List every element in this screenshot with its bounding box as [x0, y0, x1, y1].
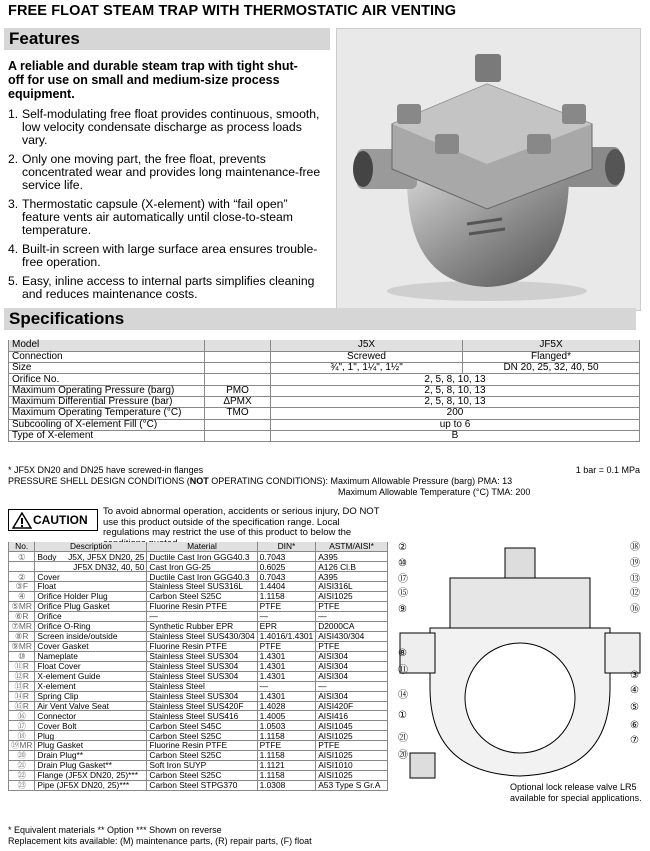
table-row: JF5X DN32, 40, 50 Cast Iron GG-25 0.6025 A126 Cl.B: [9, 562, 388, 572]
callout-label: ②: [398, 542, 407, 553]
feature-item: 2. Only one moving part, the free float, prevents concentrated wear and provides long maintenance-free service life.: [8, 152, 321, 192]
callout-label: ⑬: [630, 574, 640, 585]
cross-section-diagram: [390, 538, 645, 788]
specifications-heading: Specifications: [4, 308, 636, 330]
table-row: ⑰ Cover Bolt Carbon Steel S45C 1.0503 AISI1045: [9, 721, 388, 731]
feature-item: 3. Thermostatic capsule (X-element) with “fail open” feature vents air automatically until close-to-steam temperature.: [8, 197, 293, 237]
table-row: ⑩ Nameplate Stainless Steel SUS304 1.4301 AISI304: [9, 651, 388, 661]
callout-label: ⑪: [398, 665, 408, 676]
table-row: ⑭R Spring Clip Stainless Steel SUS304 1.4301 AISI304: [9, 691, 388, 701]
table-row: ⑲MR Plug Gasket Fluorine Resin PTFE PTFE PTFE: [9, 741, 388, 751]
table-row: Maximum Operating Pressure (barg) PMO 2, 5, 8, 10, 13: [9, 385, 640, 396]
table-row: ㉓ Pipe (JF5X DN20, 25)*** Carbon Steel STPG370 1.0308 A53 Type S Gr.A: [9, 781, 388, 791]
table-row: Maximum Differential Pressure (bar) ΔPMX 2, 5, 8, 10, 13: [9, 396, 640, 407]
table-row: ⑪R Float Cover Stainless Steel SUS304 1.4301 AISI304: [9, 661, 388, 671]
callout-label: ④: [630, 685, 639, 696]
table-row: Size ¾", 1", 1¼", 1½" DN 20, 25, 32, 40, 50: [9, 363, 640, 374]
parts-table: [8, 542, 388, 791]
feature-item: 1. Self-modulating free float provides continuous, smooth, low velocity condensate discharge as process loads vary.: [8, 107, 320, 147]
product-photo: [336, 28, 641, 311]
table-row: No. Description Material DIN* ASTM/AISI*: [9, 542, 388, 552]
callout-label: ㉑: [398, 733, 408, 744]
table-row: ㉒ Flange (JF5X DN20, 25)*** Carbon Steel S25C 1.1158 AISI1025: [9, 771, 388, 781]
callout-label: ⑯: [630, 604, 640, 615]
table-row: ⑮R Air Vent Valve Seat Stainless Steel SUS420F 1.4028 AISI420F: [9, 701, 388, 711]
callout-label: ⑩: [398, 558, 407, 569]
table-row: ㉑ Drain Plug Gasket** Soft Iron SUYP 1.1121 AISI1010: [9, 761, 388, 771]
feature-item: 4. Built-in screen with large surface area ensures trouble-free operation.: [8, 242, 318, 269]
feature-item: 5. Easy, inline access to internal parts simplifies cleaning and reduces maintenance costs.: [8, 274, 315, 301]
features-list: [8, 108, 328, 307]
callout-label: ⑫: [630, 588, 640, 599]
table-row: ⑨MR Cover Gasket Fluorine Resin PTFE PTFE PTFE: [9, 641, 388, 651]
caution-text: To avoid abnormal operation, accidents or serious injury, DO NOT use this product outside of the specification range. Local regulations may restrict the use of this product to below the: [103, 506, 380, 538]
footnotes: * Equivalent materials ** Option *** Shown on reverse Replacement kits available: (M) maintenance parts, (R) repair parts, (F) float: [8, 825, 312, 846]
callout-label: ⑨: [398, 604, 407, 615]
table-row: Type of X-element B: [9, 430, 640, 441]
intro-text: A reliable and durable steam trap with tight shut-off for use on small and medium-size process equipment.: [8, 59, 298, 101]
lr5-note: Optional lock release valve LR5 available for special applications.: [510, 782, 642, 803]
table-row: ⑯ Connector Stainless Steel SUS416 1.4005 AISI416: [9, 711, 388, 721]
table-row: ③F Float Stainless Steel SUS316L 1.4404 AISI316L: [9, 582, 388, 592]
table-row: ⑧R Screen inside/outside Stainless Steel SUS430/304 1.4016/1.4301 AISI430/304: [9, 631, 388, 641]
table-row: ⑫R X-element Guide Stainless Steel SUS304 1.4301 AISI304: [9, 671, 388, 681]
table-row: Orifice No. 2, 5, 8, 10, 13: [9, 374, 640, 385]
caution-badge: CAUTION: [8, 509, 98, 531]
page-title: FREE FLOAT STEAM TRAP WITH THERMOSTATIC AIR VENTING: [8, 3, 457, 19]
callout-label: ⑳: [398, 750, 408, 761]
callout-label: ⑥: [630, 720, 639, 731]
table-row: ⑳ Drain Plug** Carbon Steel S25C 1.1158 AISI1025: [9, 751, 388, 761]
table-row: ② Cover Ductile Cast Iron GGG40.3 0.7043 A395: [9, 572, 388, 582]
table-row: ⑥R Orifice — — —: [9, 612, 388, 622]
table-row: ④ Orifice Holder Plug Carbon Steel S25C 1.1158 AISI1025: [9, 592, 388, 602]
callout-label: ⑱: [630, 542, 640, 553]
table-row: ⑤MR Orifice Plug Gasket Fluorine Resin PTFE PTFE PTFE: [9, 602, 388, 612]
callout-label: ⑰: [398, 574, 408, 585]
specifications-table: [8, 340, 640, 442]
table-row: ⑱ Plug Carbon Steel S25C 1.1158 AISI1025: [9, 731, 388, 741]
table-row: Maximum Operating Temperature (°C) TMO 200: [9, 408, 640, 419]
table-row: ① Body J5X, JF5X DN20, 25 Ductile Cast Iron GGG40.3 0.7043 A395: [9, 552, 388, 562]
callout-label: ⑤: [630, 702, 639, 713]
table-row: Connection Screwed Flanged*: [9, 351, 640, 362]
callout-label: ①: [398, 710, 407, 721]
callout-label: ⑧: [398, 648, 407, 659]
features-heading: Features: [4, 28, 330, 50]
callout-label: ③: [630, 670, 639, 681]
table-row: ⑦MR Orifice O-Ring Synthetic Rubber EPR EPR D2000CA: [9, 622, 388, 632]
table-row: ⑬R X-element Stainless Steel — —: [9, 681, 388, 691]
callout-label: ⑭: [398, 690, 408, 701]
warning-icon: [12, 512, 32, 529]
table-row: Model J5X JF5X: [9, 340, 640, 351]
callout-label: ⑲: [630, 558, 640, 569]
callout-label: ⑮: [398, 588, 408, 599]
table-row: Subcooling of X-element Fill (°C) up to 6: [9, 419, 640, 430]
callout-label: ⑦: [630, 735, 639, 746]
spec-notes: * JF5X DN20 and DN25 have screwed-in flanges 1 bar = 0.1 MPa PRESSURE SHELL DESIGN CONDITIONS (NOT OPERATING CONDITIONS): Maximum Allowable Pressure (barg) PMA: 13 Maximum Allowable Temperature (°C) TMA: 200: [8, 465, 640, 497]
